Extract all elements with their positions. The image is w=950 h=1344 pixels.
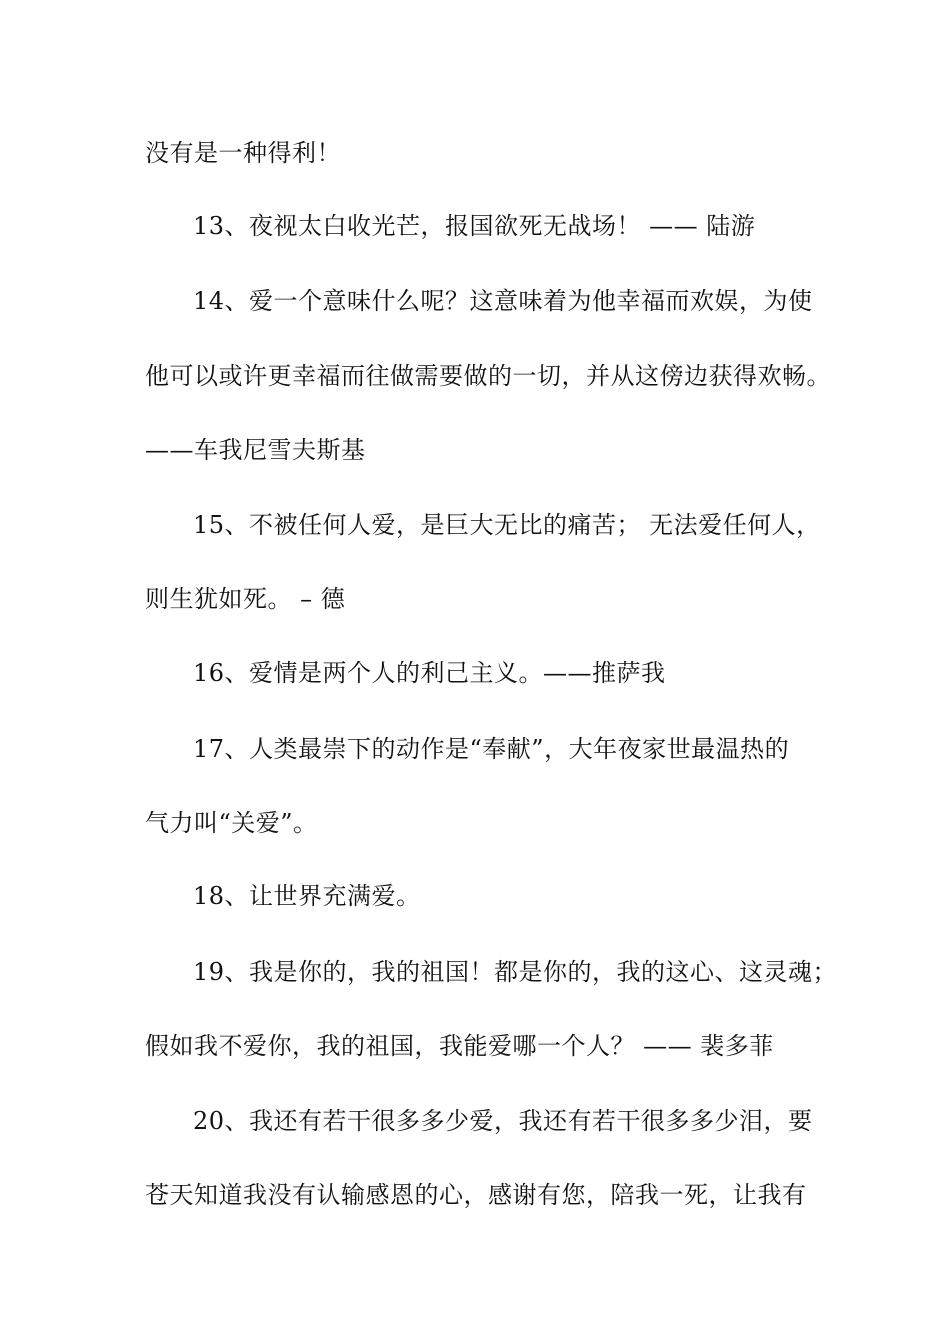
text-line-2: 13、夜视太白收光芒，报国欲死无战场！ —— 陆游 (193, 212, 756, 240)
text-line-1: 没有是一种得利！ (145, 139, 341, 167)
text-line-13: 假如我不爱你，我的祖国，我能爱哪一个人？ —— 裴多菲 (145, 1032, 774, 1060)
text-line-8: 16、爱情是两个人的利己主义。——推萨我 (193, 659, 666, 687)
text-line-11: 18、让世界充满爱。 (193, 882, 421, 910)
text-line-4: 他可以或许更幸福而往做需要做的一切，并从这傍边获得欢畅。 (145, 362, 831, 390)
text-line-5: ——车我尼雪夫斯基 (145, 436, 366, 464)
text-line-12: 19、我是你的，我的祖国！都是你的，我的这心、这灵魂； (193, 958, 838, 986)
text-line-10: 气力叫“关爱”。 (145, 809, 318, 837)
text-line-3: 14、爱一个意味什么呢？这意味着为他幸福而欢娱，为使 (193, 287, 813, 315)
text-line-15: 苍天知道我没有认输感恩的心，感谢有您，陪我一死，让我有 (145, 1181, 807, 1209)
text-line-7: 则生犹如死。 – 德 (145, 585, 346, 613)
text-line-9: 17、人类最崇下的动作是“奉献”，大年夜家世最温热的 (193, 735, 790, 763)
text-line-6: 15、不被任何人爱，是巨大无比的痛苦； 无法爱任何人， (193, 511, 821, 539)
text-line-14: 20、我还有若干很多多少爱，我还有若干很多多少泪，要 (193, 1107, 813, 1135)
